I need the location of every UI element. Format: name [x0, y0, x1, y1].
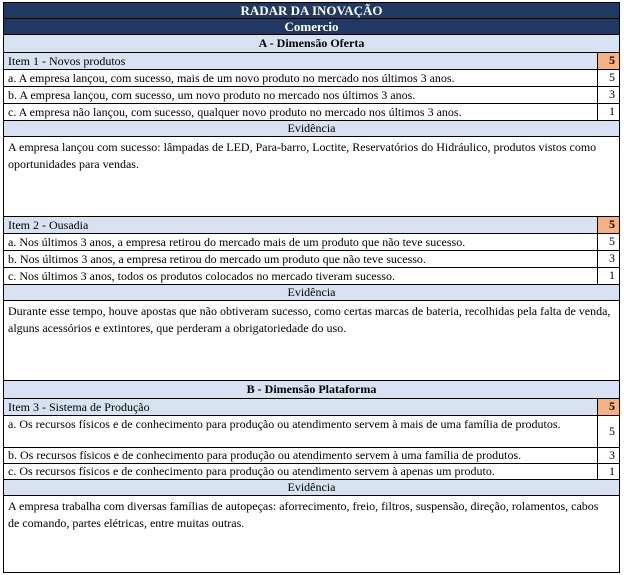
- item-3-header: [4, 399, 619, 416]
- item-1-title: Item 1 - Novos produtos: [8, 54, 126, 68]
- option-text: b. Os recursos físicos e de conhecimento para produção ou atendimento servem à uma família de produtos.: [8, 448, 522, 462]
- segment-label: Comercio: [284, 19, 339, 34]
- item-3-evidence: [4, 496, 619, 572]
- evidence-label: Evidência: [287, 285, 336, 299]
- evidence-label: Evidência: [287, 480, 336, 494]
- option-score: 1: [597, 104, 619, 120]
- option-text: a. Os recursos físicos e de conhecimento para produção ou atendimento servem à mais de uma família de produtos.: [8, 417, 561, 431]
- item-2-evidence: [4, 301, 619, 381]
- option-text: c. Nos últimos 3 anos, todos os produtos colocados no mercado tiveram sucesso.: [8, 269, 395, 283]
- item-3-option-c: [4, 464, 619, 480]
- section-b-header: [4, 381, 619, 399]
- item-1-option-c: [4, 104, 619, 121]
- innovation-radar-table: [3, 2, 620, 573]
- option-score: 1: [597, 268, 619, 284]
- option-score: 5: [597, 70, 619, 86]
- item-3-option-b: [4, 448, 619, 464]
- option-text: b. Nos últimos 3 anos, a empresa retirou do mercado um produto que não teve sucesso.: [8, 252, 426, 266]
- item-1-score: 5: [597, 53, 619, 69]
- option-score: 5: [597, 416, 619, 447]
- item-2-option-b: [4, 251, 619, 268]
- option-text: c. A empresa não lançou, com sucesso, qualquer novo produto no mercado nos últimos 3 anos.: [8, 105, 462, 119]
- item-3-title: Item 3 - Sistema de Produção: [8, 400, 150, 414]
- item-1-header: [4, 53, 619, 70]
- item-2-score: 5: [597, 217, 619, 233]
- section-b-title: B - Dimensão Plataforma: [246, 382, 377, 396]
- evidence-text: Durante esse tempo, houve apostas que não obtiveram sucesso, como certas marcas de bateria, recolhidas pela falta de venda, alguns acessórios e extintores, que perderam a obrigatoriedade do uso.: [8, 304, 611, 335]
- option-score: 3: [597, 448, 619, 463]
- option-score: 3: [597, 87, 619, 103]
- item-2-header: [4, 217, 619, 234]
- table-subtitle: [4, 19, 619, 35]
- option-score: 1: [597, 464, 619, 479]
- evidence-text: A empresa lançou com sucesso: lâmpadas de LED, Para-barro, Loctite, Reservatórios do Hidráulico, produtos vistos como oportunidades para vendas.: [8, 140, 597, 171]
- item-2-option-c: [4, 268, 619, 285]
- evidence-text: A empresa trabalha com diversas famílias de autopeças: aforrecimento, freio, filtros, suspensão, direção, rolamentos, cabos de comando, partes elétricas, entre muitas outras.: [8, 499, 599, 530]
- section-a-header: [4, 35, 619, 53]
- option-text: a. A empresa lançou, com sucesso, mais de um novo produto no mercado nos últimos 3 anos.: [8, 71, 455, 85]
- table-title: [4, 3, 619, 19]
- item-1-option-a: [4, 70, 619, 87]
- item-1-evidence-header: [4, 121, 619, 137]
- item-2-evidence-header: [4, 285, 619, 301]
- page-title: RADAR DA INOVAÇÃO: [240, 3, 383, 18]
- item-3-score: 5: [597, 399, 619, 415]
- item-2-option-a: [4, 234, 619, 251]
- option-score: 5: [597, 234, 619, 250]
- evidence-label: Evidência: [287, 121, 336, 135]
- option-score: 3: [597, 251, 619, 267]
- item-1-evidence: [4, 137, 619, 217]
- item-3-option-a: [4, 416, 619, 448]
- item-3-evidence-header: [4, 480, 619, 496]
- option-text: c. Os recursos físicos e de conhecimento para produção ou atendimento servem à apenas um produto.: [8, 464, 495, 478]
- item-2-title: Item 2 - Ousadia: [8, 218, 89, 232]
- section-a-title: A - Dimensão Oferta: [258, 36, 365, 50]
- option-text: a. Nos últimos 3 anos, a empresa retirou do mercado mais de um produto que não teve sucesso.: [8, 235, 466, 249]
- option-text: b. A empresa lançou, com sucesso, um novo produto no mercado nos últimos 3 anos.: [8, 88, 416, 102]
- item-1-option-b: [4, 87, 619, 104]
